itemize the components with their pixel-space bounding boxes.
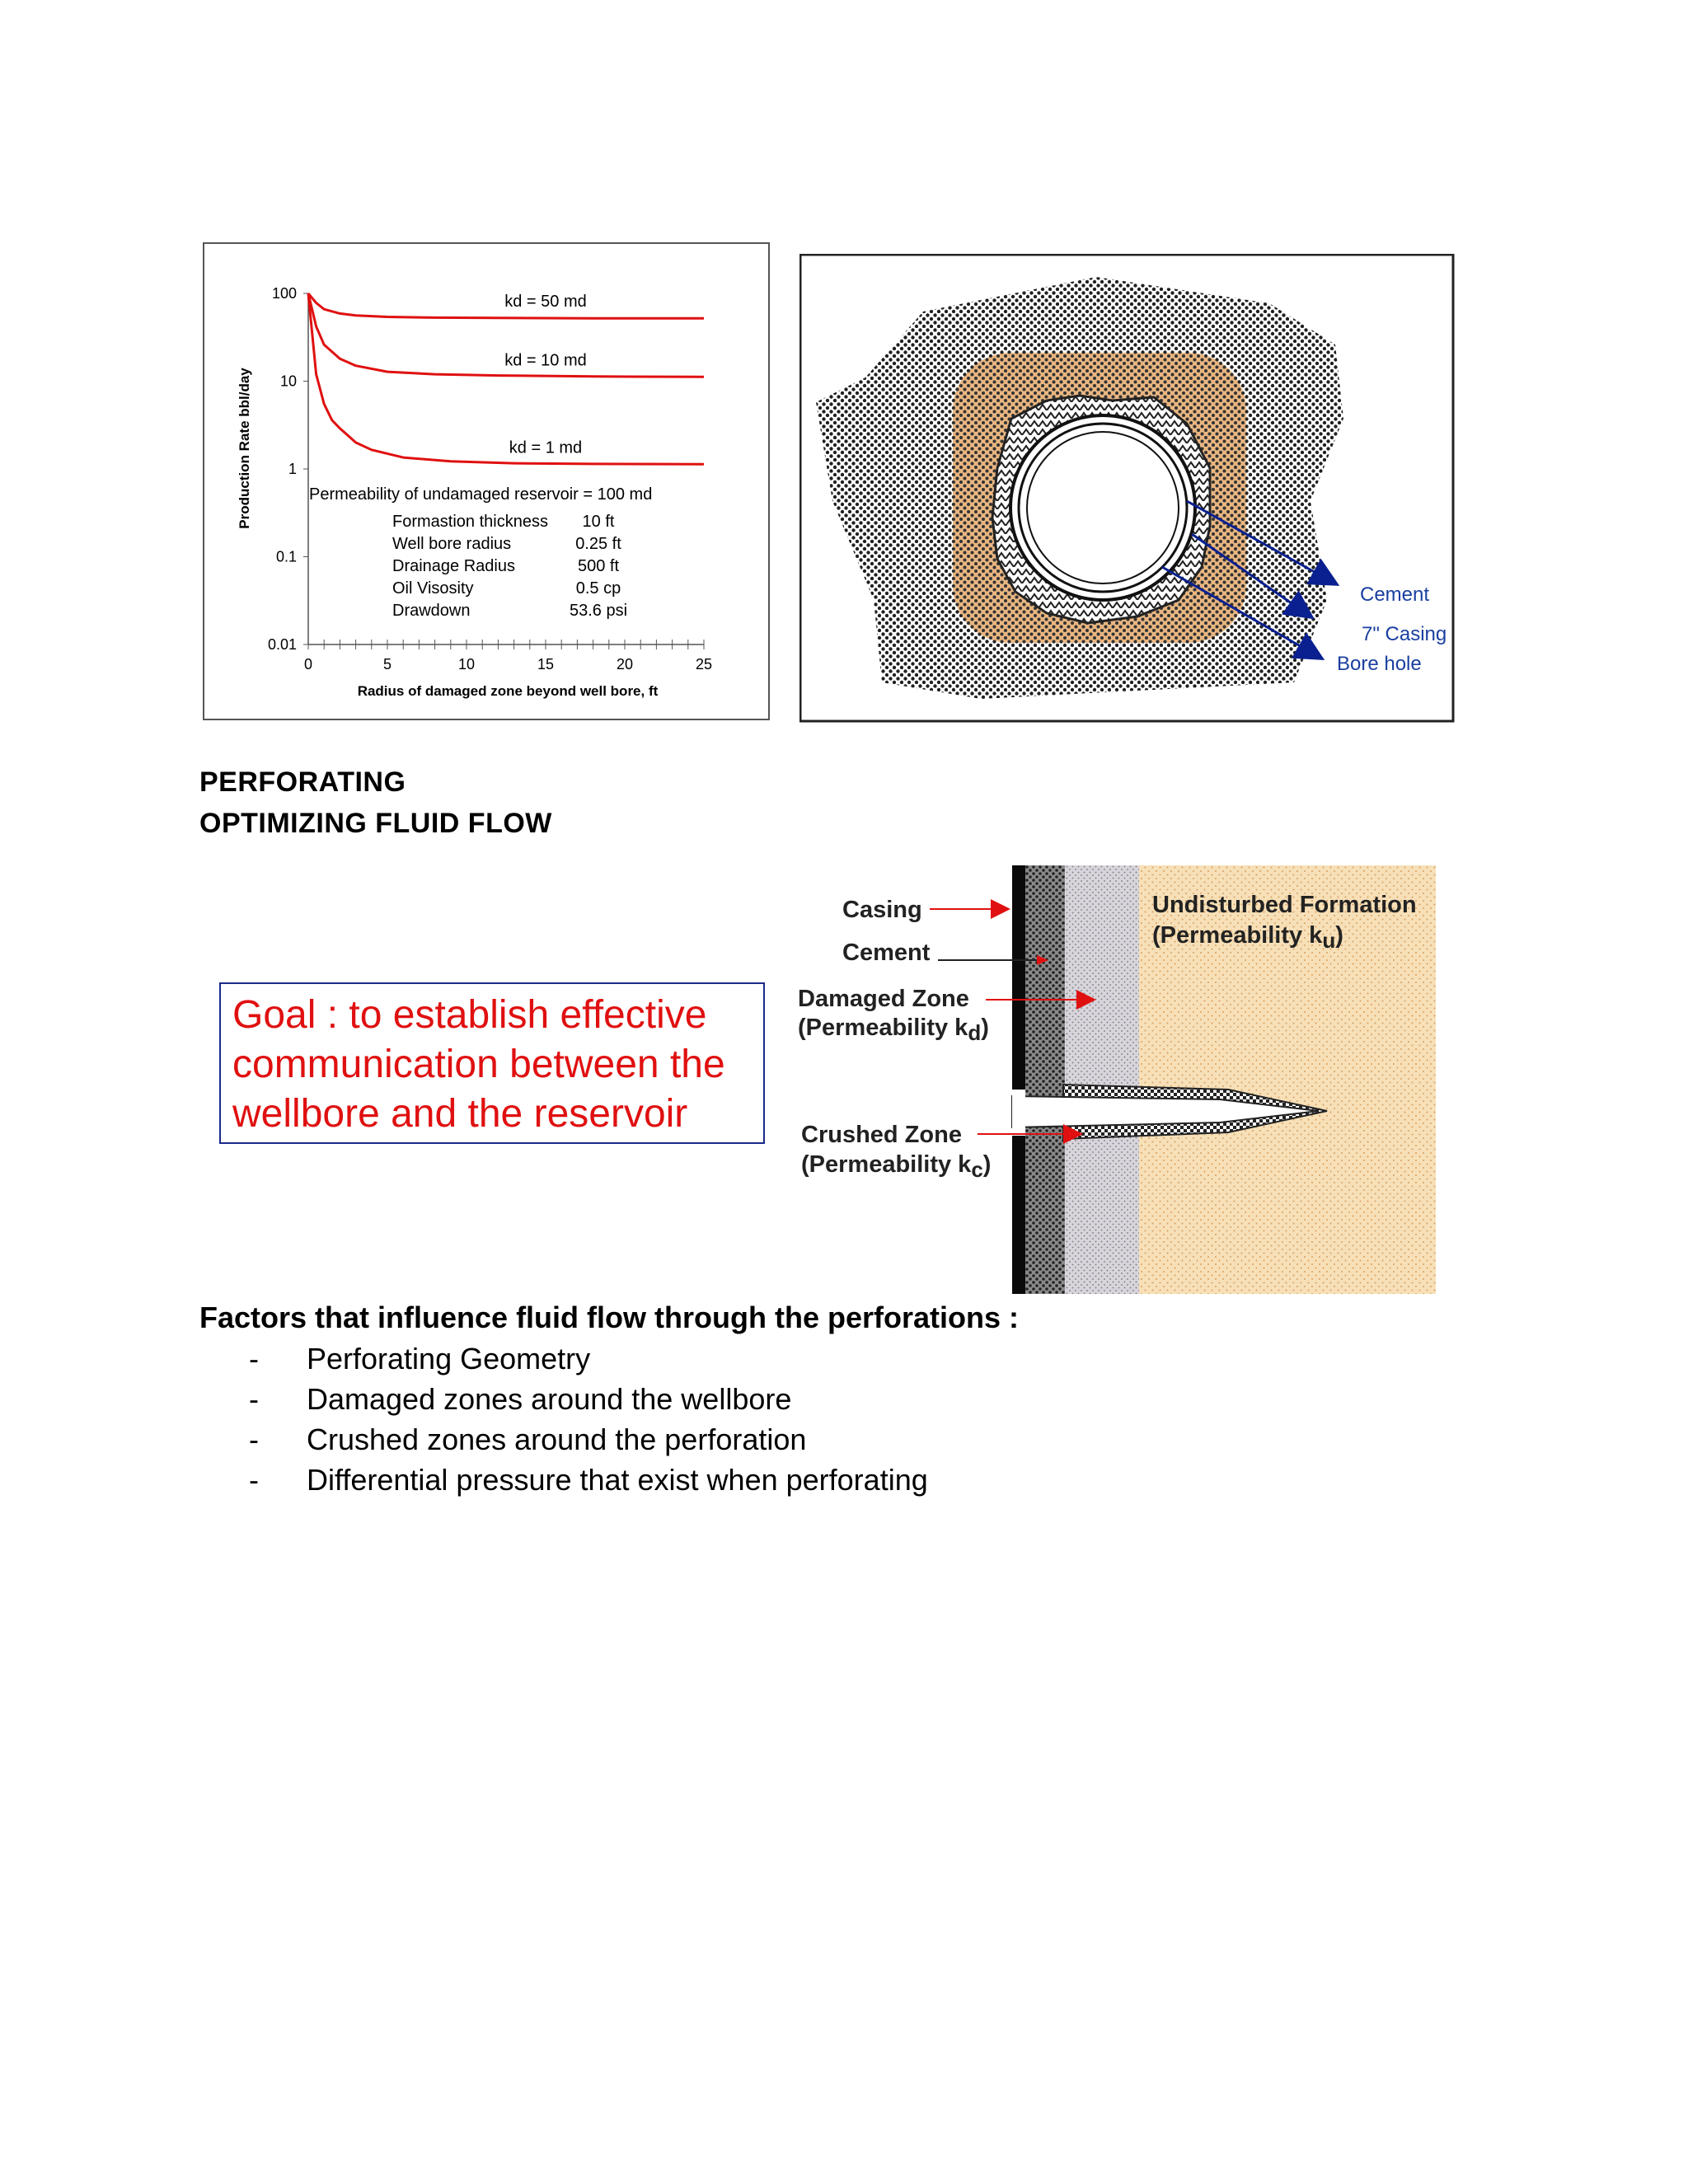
goal-line-3: wellbore and the reservoir: [232, 1092, 688, 1136]
parameter-label: Drainage Radius: [392, 557, 515, 575]
damaged-zone-band: [1063, 865, 1139, 1294]
x-tick-label: 0: [303, 656, 313, 673]
list-item: [199, 1382, 1189, 1422]
parameter-label: Formastion thickness: [392, 513, 548, 531]
chart-annotation-title: Permeability of undamaged reservoir = 100 md: [309, 485, 653, 504]
wellbore-hole: [1027, 432, 1179, 583]
cement-label: Cement: [842, 940, 931, 966]
x-tick-label: 15: [537, 656, 555, 673]
parameter-label: Drawdown: [392, 602, 471, 620]
y-tick-label: 1: [288, 461, 297, 477]
perforation-tunnel-diagram: [791, 862, 1475, 1299]
series-label: kd = 50 md: [504, 293, 587, 312]
damaged-zone-permeability: (Permeability kd): [798, 1015, 989, 1045]
x-tick-label: 20: [616, 656, 634, 673]
undisturbed-formation-label: Undisturbed Formation: [1152, 892, 1417, 918]
list-item: [199, 1422, 1189, 1463]
bullet: -: [249, 1342, 259, 1376]
list-item: [199, 1342, 1189, 1382]
x-tick-label: 10: [457, 656, 476, 673]
cement-label: Cement: [1360, 583, 1430, 606]
x-tick-label: 25: [695, 656, 713, 673]
factors-list: [199, 1342, 1189, 1503]
y-tick-label: 10: [279, 373, 297, 390]
undisturbed-formation-permeability: (Permeability ku): [1152, 922, 1343, 953]
parameter-value: 10 ft: [582, 513, 615, 531]
factor-text: Damaged zones around the wellbore: [307, 1382, 792, 1416]
y-tick-label: 100: [271, 285, 297, 302]
series-label: kd = 10 md: [504, 351, 587, 370]
bullet: -: [249, 1382, 259, 1416]
heading-optimizing-fluid-flow: OPTIMIZING FLUID FLOW: [199, 808, 552, 839]
crushed-zone-permeability: (Permeability kc): [801, 1151, 992, 1182]
parameter-value: 500 ft: [577, 557, 620, 575]
bullet: -: [249, 1463, 259, 1497]
factor-text: Differential pressure that exist when perforating: [307, 1463, 928, 1497]
crushed-zone-label: Crushed Zone: [801, 1122, 962, 1148]
parameter-label: Oil Visosity: [392, 579, 474, 598]
series-label: kd = 1 md: [509, 438, 583, 457]
goal-box: [219, 982, 765, 1144]
list-item: [199, 1463, 1189, 1503]
x-tick-label: 5: [382, 656, 392, 673]
y-tick-label: 0.01: [267, 636, 297, 653]
casing-label: 7" Casing: [1362, 623, 1447, 645]
cement-band: [1024, 865, 1065, 1294]
chart-x-label: Radius of damaged zone beyond well bore, ft: [357, 683, 659, 699]
goal-line-1: Goal : to establish effective: [232, 993, 707, 1037]
goal-line-2: communication between the: [232, 1043, 725, 1086]
parameter-value: 0.5 cp: [575, 579, 621, 598]
casing-hole: [1012, 1090, 1025, 1136]
chart-y-label: Production Rate bbl/day: [237, 368, 252, 529]
wellbore-cross-section-diagram: [799, 254, 1459, 724]
factor-text: Perforating Geometry: [307, 1342, 591, 1376]
bullet: -: [249, 1422, 259, 1456]
damaged-zone-label: Damaged Zone: [798, 986, 969, 1012]
heading-perforating: PERFORATING: [199, 766, 406, 798]
parameter-value: 53.6 psi: [569, 602, 628, 620]
parameter-value: 0.25 ft: [575, 535, 621, 553]
y-tick-label: 0.1: [275, 548, 297, 565]
factor-text: Crushed zones around the perforation: [307, 1422, 807, 1456]
borehole-label: Bore hole: [1337, 653, 1422, 675]
parameter-label: Well bore radius: [392, 535, 512, 553]
casing-label: Casing: [842, 897, 922, 923]
casing-band: [1012, 865, 1025, 1294]
factors-title: Factors that influence fluid flow through the perforations :: [199, 1301, 1019, 1334]
production-rate-chart: [203, 242, 770, 720]
